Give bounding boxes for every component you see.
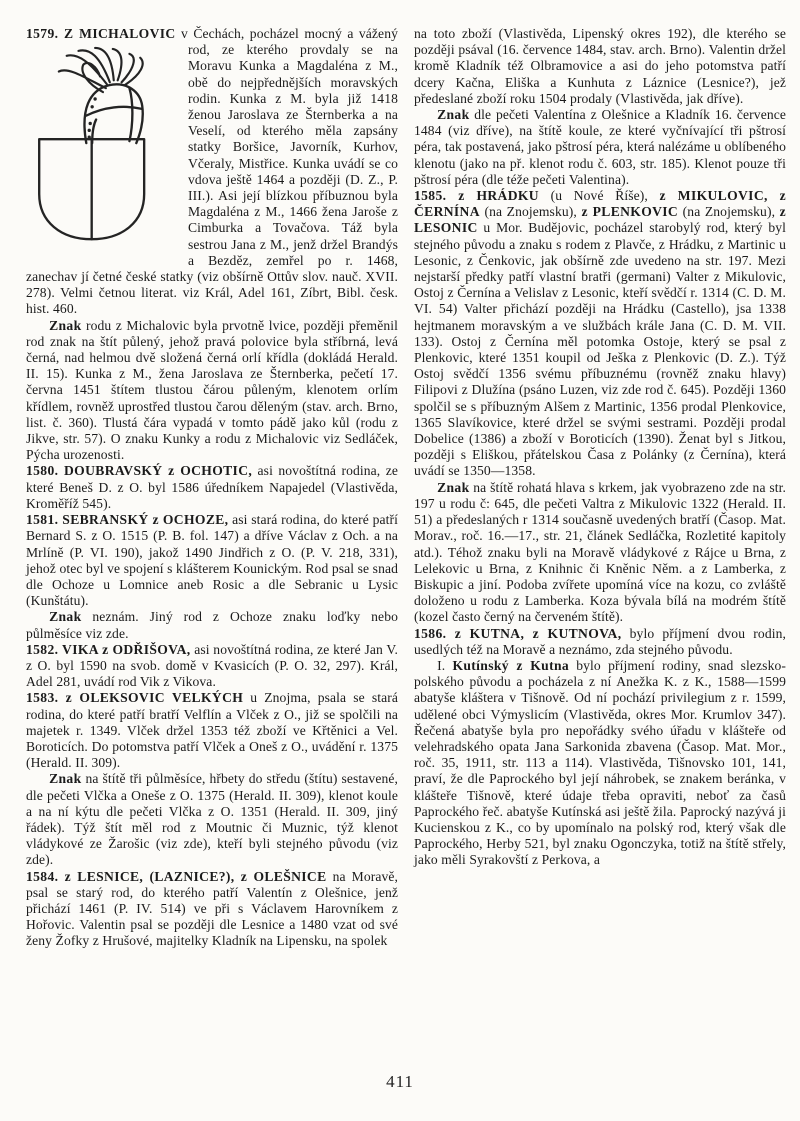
bold-text: Znak: [49, 609, 82, 625]
body-text: a vážený rod, ze kterého provdaly se na Moravu Kunka a Magdaléna z M., obě do nejpřednějších moravských rodin. Kunka z M. byla již 1418 ženou Jaroslava ze Šternberka a na Veselí, od kterého měla zapsány statky Boršice, Javorník, Kurhov, Včeraly, Mistřice. Kunka uvádí se co vdova ještě 1464 a později (D. Z., P. III.). Asi její blízkou příbuznou byla Magdaléna z M., 1466 žena Jaroše z Cimburka a Tovačova. Táž byla sestrou Jana z M., jenž držel Brandýs a Bezděz, zemřel po r. 1468, zanechav jí četné české statky (viz obšírně Ottův slov. nauč. XVII. 278). Velmi četnou literat. viz Král, Adel 161, Zíbrt, Bibl. česk. hist. 460.: [26, 26, 398, 317]
entry-1580-intro: [26, 463, 398, 512]
bold-text: 1585. z HRÁDKU: [414, 188, 539, 204]
page-number: 411: [386, 1072, 414, 1091]
entry-1584-intro: [26, 869, 398, 950]
entry-1584-continuation: [414, 26, 786, 107]
body-text: bylo příjmení dvou rodin, usedlých též na Moravě a neznámo, zda stejného původu.: [414, 625, 786, 657]
bold-text: Kutínský z Kutna: [452, 657, 570, 673]
page-content: [26, 26, 786, 950]
body-text: neznám. Jiný rod z Ochoze znaku loďky nebo půlměsíce viz zde.: [26, 609, 398, 641]
shield-shape: [39, 139, 144, 239]
bold-text: 1579. Z MICHALOVIC: [26, 26, 176, 41]
body-text: I.: [437, 657, 453, 673]
helmet-shape: [84, 85, 142, 144]
body-text: asi novoštítná rodina, ze které Beneš D. z O. byl 1586 úředníkem Napajedel (Vlastivěda, Kroměříž 545).: [26, 463, 398, 511]
right-column: [414, 26, 786, 950]
bold-text: Znak: [49, 771, 82, 787]
entry-1579-intro: [26, 26, 398, 318]
entry-1579-znak: [26, 318, 398, 464]
body-text: asi novoštítná rodina, ze které Jan V. z O. byl 1590 na svob. domě v Kvasicích (P. O. 32, 297). Král, Adel 281, uvádí rod Vik z Vikova.: [26, 641, 398, 690]
body-text: u Znojma, psala se stará rodina, do které patří bratří Velflín a Vlček z O., již se spolčili na majetek r. 1349. Vlček držel 1353 též zboží ve Křtěnici a Vel. Boroticích. Do potomstva patří Vlček a Oneš z O., uvádění r. 1375 (Herald. II. 309).: [26, 690, 399, 771]
entry-1584-znak: [414, 107, 786, 188]
body-text: rodu z Michalovic byla prvotně lvice, později přeměnil rod znak na štít půlený, jehož pravá polovice byla stříbrná, levá černá, nad helmou dvě složená černá orlí křídla (dokládá Herald. II. 15). Kunka z M., žena Jaroslava ze Šternberka, pečetí 17. června 1451 štítem tlustou čárou půleným, klenotem orlím křídlem, rovněž uprostřed tlustou čarou děleným (stav. arch. Brno, list. č. 360). Tlustá čára vypadá v tomto pádě jako kůl (rodu z Jikve, str. 57). O znaku Kunky a rodu z Michalovic viz Sedláček, Pýcha urozenosti.: [26, 317, 398, 463]
body-text: bylo příjmení rodiny, snad slezsko-polského původu a pocházela z ní Anežka K. z K., 1588—1599 abatyše kláštera v Tišnově. Od ní pochází privilegium z r. 1599, udělené obci Výmyslicím (Vlastivěda, okres Mor. Krumlov 347). Řečená abatyše byla pro nepořádky svého úřadu v klášteře od velehradského opata Jana Sarkonida zbavena (Časop. Mat. Mor., roč. 35, 1911, str. 113 a 114). Vlastivěda, Tišnovsko 101, 141, praví, že dle Paprockého byl její náhrobek, se znakem beránka, v klášteře Tišnově, které údaje třeba opraviti, neboť za časů Paprockého řeč. abatyše Kutínská asi ještě žila. Paprocký nazývá ji Kucienskou z K., co by upomínalo na polský rod, který však dle Paprockého, Herby 521, byl znaku Ogonczyka, totiž na štítě střely, jako měli Syrakovští z Perkova, a: [414, 657, 786, 868]
body-text: na štítě tři půlměsíce, hřbety do středu (štítu) sestavené, dle pečeti Vlčka a Oneše z O. 1375 (Herald. II. 309), klenot koule a na ní kýtu dle pečeti Vlčka z O. 1351 (Herald. II. 309, jiný řádek). Týž štít měl rod z Moutnic či Muznic, týž klenot vládykové ze Žarošic (viz zde), kteří byli stejného původu (viz zde).: [26, 771, 398, 868]
entry-1586-kutinsky: [414, 658, 786, 869]
left-column: [26, 26, 398, 950]
body-text: na toto zboží (Vlastivěda, Lipenský okres 192), dle kterého se později psával (16. července 1484, stav. arch. Brno). Valentin držel kromě Kladník též Olbramovice a asi do jeho potomstva patří dcery Kačna, Eliška a Kunhuta z Láznice (Lesnice?), jež předeslané zboží roku 1504 prodaly (Vlastivěda, jak dříve).: [414, 26, 786, 106]
entry-1585-znak: [414, 480, 786, 626]
bold-text: 1586. z KUTNA, z KUTNOVA,: [414, 625, 622, 641]
entry-1582-intro: [26, 642, 398, 691]
bold-text: 1583. z OLEKSOVIC VELKÝCH: [26, 690, 244, 706]
body-text: u Mor. Budějovic, pocházel starobylý rod, který byl stejného původu a znaku s rodem z Plavče, z Hrádku, z Martinic u Lesonic, z Čenkovic, jak obšírně zde uvedeno na str. 197. Mezi nejstarší předky patří vlastní bratři (germani) Valter z Mikulovic, Ostoj z Černína a Velislav z Lesonic, kteří svědčí r. 1314 (C. D. M. VI. 54) Valter přichází později na Hrádku (Castello), jsa 1338 hejtmanem moravským a ve službách krále Jana (C. D. M. VII. 133). Ostoj z Černína měl potomka Ostoje, který se psal z Plenkovic, které 1351 koupil od Ješka z Plenkovic (D. Z.). Týž Ostoj svědčí 1356 svému příbuznému (rovněž znaku hlavy) Filipovi z Dlužína (psáno Luzen, viz zde rod č. 645). Později 1360 spolčil se s příbuzným Alšem z Martinic, 1356 prodal Plenkovice, 1365 Slavíkovice, které držel se svými sestrami. Později prodal Dobelice (1386) a zboží v Boroticích (1390). Ženat byl s Jitkou, později s Eliškou, přátelskou Časa z Polánky (z Černína), která uvádí se 1350—1358.: [414, 220, 786, 479]
body-text: na štítě rohatá hlava s krkem, jak vyobrazeno zde na str. 197 u rodu č: 645, dle pečeti Valtra z Mikulovic 1322 (Herald. II. 51) a předeslaných r 1314 současně uvedených bratří (Časop. Mat. Morav., roč. 16.—17., str. 21, článek Sedláčka, Rozletité kapitoly atd.). Téhož znaku byli na Moravě vládykové z Rájce u Brna, z Lelekovic u Brna, z Knihnic či Kněnic Něm. a z Lamberka, z Biskupic a jiní. Podoba zvířete upomíná více na kozu, co zvláště doloženo u rodu z Lamberka. Koza bývala bílá na modrém štítě (kozel často černý na červeném štítě).: [414, 479, 786, 625]
entry-1583-znak: [26, 771, 398, 868]
bold-text: z MIKULOVIC, z ČERNÍNA: [414, 188, 786, 220]
coat-of-arms-drawing: [26, 45, 176, 251]
bold-text: 1581. SEBRANSKÝ z OCHOZE,: [26, 512, 229, 528]
bold-text: Znak: [49, 317, 82, 333]
entry-1585-intro: [414, 188, 786, 480]
entry-1581-intro: [26, 512, 398, 609]
body-text: (u Nové Říše),: [538, 188, 660, 204]
bold-text: z PLENKOVIC: [581, 204, 679, 220]
bold-text: 1582. VIKA z ODŘIŠOVA,: [26, 641, 191, 657]
bold-text: Znak: [437, 479, 470, 495]
entry-1583-intro: [26, 690, 398, 771]
bold-text: 1584. z LESNICE, (LAZNICE?), z OLEŠNICE: [26, 868, 327, 884]
coat-of-arms-illustration: [26, 45, 176, 251]
body-text: asi stará rodina, do které patří Bernard S. z O. 1515 (P. B. fol. 147) a dříve Václav z Och. a na Mrlíně (P. VI. 190), jakož 1490 Jindřich z O. (P. V. 218, 331), jehož otec byl ve spojení s klášterem Kounickým. Rod psal se snad dle Ochoze u Lomnice aneb Rosic a dle Sebranic u Lysic (Kunštátu).: [26, 512, 398, 609]
bold-text: z LESONIC: [414, 204, 787, 236]
bold-text: 1580. DOUBRAVSKÝ z OCHOTIC,: [26, 463, 253, 479]
entry-1586-intro: [414, 626, 786, 658]
plume-shape: [59, 48, 143, 92]
body-text: (na Znojemsku),: [479, 204, 582, 220]
body-text: v Čechách, pocházel mocný: [175, 26, 348, 41]
body-text: na Moravě, psal se starý rod, do kterého patří Valentín z Olešnice, jenž přichází 1461 (P. IV. 514) ve při s Václavem Harovníkem z Hořovic. Valentin psal se později dle Lesnice a 1480 vzat od své ženy Žofky z Hrušové, majitelky Kladník na Lipensku, na spolek: [26, 868, 399, 949]
body-text: dle pečeti Valentína z Olešnice a Kladník 16. července 1484 (viz dříve), na štítě koule, ze které vyčnívající tři pštrosí péra, tak postavená, jako pštrosí péra, která nalézáme u oblíbeného klenotu (jako na př. klenot rodu č. 603, str. 185). Klenot pouze tři pštrosí péra (dle téže pečeti Valentina).: [414, 107, 786, 187]
bold-text: Znak: [437, 107, 470, 123]
body-text: (na Znojemsku),: [678, 204, 780, 220]
entry-1581-znak: [26, 609, 398, 641]
